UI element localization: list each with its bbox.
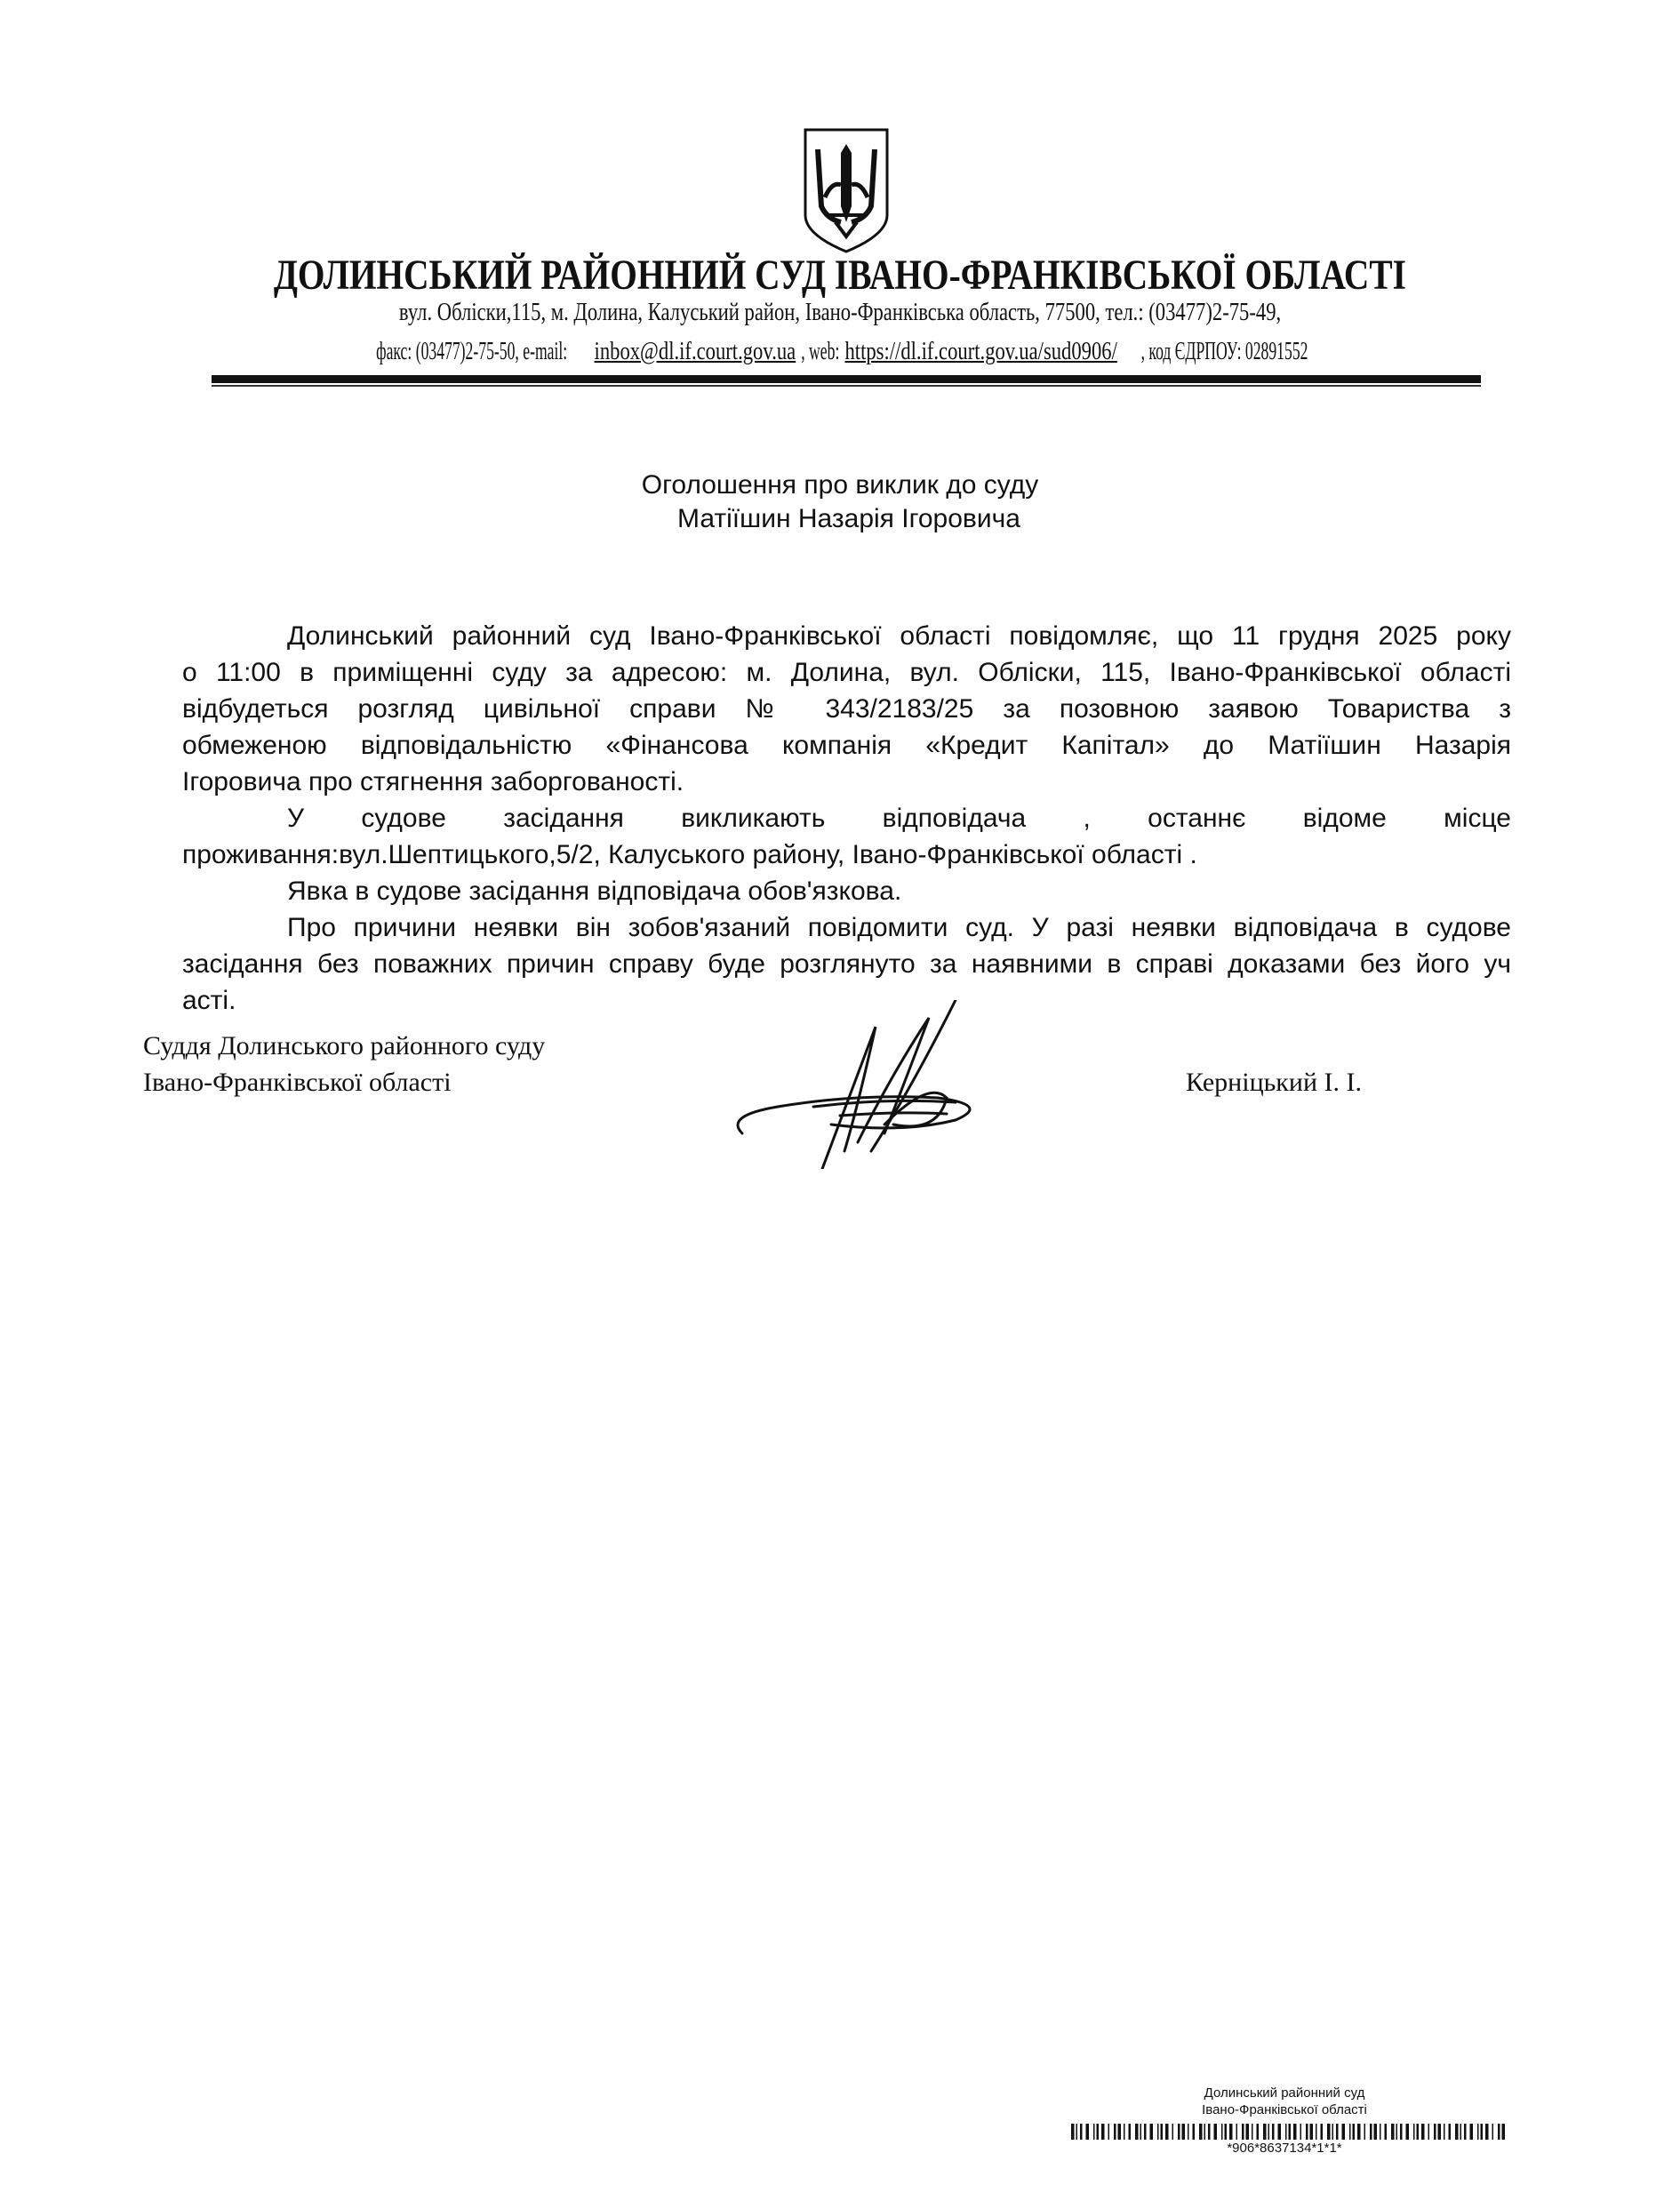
barcode-bar	[1332, 2124, 1334, 2140]
barcode-bar	[1502, 2124, 1506, 2140]
barcode-bar	[1214, 2124, 1218, 2140]
barcode-bar	[1364, 2124, 1366, 2140]
body-line: відбудеться розгляд цивільної справи № 343/2183/25 за позовною заявою Товариства з	[182, 694, 1511, 724]
barcode-bar	[1449, 2124, 1452, 2140]
body-line: Явка в судове засідання відповідача обов'язкова.	[287, 876, 902, 906]
barcode-bar	[1444, 2124, 1445, 2140]
court-address: вул. Обліски,115, м. Долина, Калуський район, Івано-Франківська область, 77500, тел.: (03477)2-75-49,	[398, 298, 1282, 326]
body-line: У судове засідання викликають відповідача , останнє відоме місце	[287, 804, 1511, 833]
barcode-bar	[1257, 2124, 1260, 2140]
barcode-bar	[1357, 2124, 1361, 2140]
barcode-bar	[1470, 2124, 1474, 2140]
barcode-bar	[1150, 2124, 1154, 2140]
barcode-bar	[1118, 2124, 1122, 2140]
email-link[interactable]: inbox@dl.if.court.gov.ua	[594, 337, 796, 365]
body-line: Ігоровича про стягнення заборгованості.	[182, 767, 684, 796]
barcode-bar	[1455, 2124, 1459, 2140]
barcode-bar	[1400, 2124, 1403, 2140]
barcode-bar	[1300, 2124, 1302, 2140]
barcode-bar	[1080, 2124, 1083, 2140]
fax-text: факс: (03477)2-75-50, e-mail:	[375, 337, 567, 365]
barcode-number: *906*8637134*1*1*	[1227, 2141, 1342, 2156]
barcode-bar	[1076, 2124, 1078, 2140]
barcode-bar	[1165, 2124, 1169, 2140]
barcode-bar	[1406, 2124, 1410, 2140]
body-line: асті.	[182, 986, 236, 1015]
header-divider	[212, 375, 1481, 383]
barcode-bar	[1129, 2124, 1132, 2140]
body-line: о 11:00 в приміщенні суду за адресою: м. Долина, вул. Обліски, 115, Івано-Франківської області	[182, 658, 1511, 687]
barcode-bar	[1124, 2124, 1125, 2140]
barcode-bar	[1374, 2124, 1378, 2140]
barcode-bar	[1327, 2124, 1331, 2140]
barcode-bar	[1101, 2124, 1105, 2140]
barcode-bar	[1097, 2124, 1100, 2140]
web-link[interactable]: https://dl.if.court.gov.ua/sud0906/	[844, 337, 1117, 365]
barcode-bar	[1242, 2124, 1244, 2140]
barcode-bar	[1221, 2124, 1223, 2140]
judge-position-line2: Івано-Франківської області	[143, 1068, 452, 1097]
barcode-bar	[1417, 2124, 1420, 2140]
barcode-bar	[1438, 2124, 1442, 2140]
body-line: проживання:вул.Шептицького,5/2, Калуського району, Івано-Франківської області .	[182, 840, 1197, 869]
barcode-bar	[1477, 2124, 1479, 2140]
court-name-title: ДОЛИНСЬКИЙ РАЙОННИЙ СУД ІВАНО-ФРАНКІВСЬКОЇ ОБЛАСТІ	[273, 252, 1407, 299]
barcode-bar	[1071, 2124, 1075, 2140]
barcode-bar	[1252, 2124, 1253, 2140]
barcode-bar	[1460, 2124, 1462, 2140]
barcode-bar	[1193, 2124, 1196, 2140]
barcode-bar	[1161, 2124, 1164, 2140]
barcode-bar	[1208, 2124, 1211, 2140]
body-line: обмеженою відповідальністю «Фінансова компанія «Кредит Капітал» до Матіїшин Назарія	[182, 731, 1511, 760]
web-label: , web:	[800, 337, 840, 365]
document-barcode	[1071, 2124, 1507, 2140]
barcode-bar	[1199, 2124, 1203, 2140]
barcode-bar	[1498, 2124, 1500, 2140]
barcode-bar	[1413, 2124, 1415, 2140]
barcode-bar	[1349, 2124, 1351, 2140]
barcode-bar	[1246, 2124, 1250, 2140]
barcode-bar	[1316, 2124, 1317, 2140]
barcode-bar	[1293, 2124, 1297, 2140]
barcode-bar	[1481, 2124, 1484, 2140]
barcode-bar	[1353, 2124, 1356, 2140]
court-contacts	[0, 336, 1680, 366]
barcode-bar	[1114, 2124, 1116, 2140]
barcode-bar	[1380, 2124, 1381, 2140]
barcode-bar	[1272, 2124, 1275, 2140]
barcode-bar	[1229, 2124, 1233, 2140]
barcode-bar	[1428, 2124, 1430, 2140]
barcode-bar	[1157, 2124, 1159, 2140]
barcode-bar	[1204, 2124, 1206, 2140]
barcode-bar	[1263, 2124, 1267, 2140]
barcode-bar	[1093, 2124, 1095, 2140]
barcode-bar	[1285, 2124, 1287, 2140]
notice-subject-name: Матіїшин Назарія Ігоровича	[677, 504, 1020, 533]
barcode-bar	[1370, 2124, 1372, 2140]
barcode-bar	[1172, 2124, 1174, 2140]
barcode-bar	[1144, 2124, 1147, 2140]
barcode-bar	[1385, 2124, 1388, 2140]
notice-heading: Оголошення про виклик до суду	[641, 470, 1039, 500]
judge-position-line1: Суддя Долинського районного суду	[143, 1031, 546, 1060]
barcode-bar	[1485, 2124, 1489, 2140]
barcode-bar	[1336, 2124, 1339, 2140]
barcode-bar	[1342, 2124, 1346, 2140]
barcode-bar	[1321, 2124, 1324, 2140]
trident-emblem-icon	[800, 126, 892, 255]
barcode-bar	[1310, 2124, 1314, 2140]
barcode-bar	[1086, 2124, 1090, 2140]
barcode-bar	[1268, 2124, 1270, 2140]
barcode-bar	[1178, 2124, 1180, 2140]
barcode-bar	[1396, 2124, 1398, 2140]
barcode-bar	[1135, 2124, 1139, 2140]
barcode-bar	[1434, 2124, 1436, 2140]
judge-name: Керніцький І. І.	[1186, 1068, 1362, 1097]
handwritten-signature	[724, 1000, 1009, 1169]
barcode-bar	[1492, 2124, 1494, 2140]
body-line: засідання без поважних причин справу буде розглянуто за наявними в справі доказами без його уч	[182, 949, 1511, 979]
barcode-bar	[1108, 2124, 1110, 2140]
barcode-bar	[1289, 2124, 1292, 2140]
barcode-bar	[1391, 2124, 1395, 2140]
barcode-bar	[1236, 2124, 1238, 2140]
barcode-bar	[1188, 2124, 1189, 2140]
barcode-bar	[1421, 2124, 1425, 2140]
barcode-bar	[1140, 2124, 1142, 2140]
barcode-bar	[1306, 2124, 1308, 2140]
header-divider-thin	[212, 385, 1481, 387]
barcode-bar	[1182, 2124, 1186, 2140]
edrpou-code: , код ЄДРПОУ: 02891552	[1140, 337, 1308, 365]
stamp-region: Івано-Франківської області	[1202, 2102, 1367, 2117]
barcode-bar	[1225, 2124, 1228, 2140]
stamp-court-name: Долинський районний суд	[1204, 2085, 1365, 2101]
barcode-bar	[1278, 2124, 1282, 2140]
body-line: Долинський районний суд Івано-Франківської області повідомляє, що 11 грудня 2025 року	[287, 621, 1511, 651]
barcode-bar	[1464, 2124, 1467, 2140]
body-line: Про причини неявки він зобов'язаний повідомити суд. У разі неявки відповідача в судове	[287, 913, 1511, 942]
